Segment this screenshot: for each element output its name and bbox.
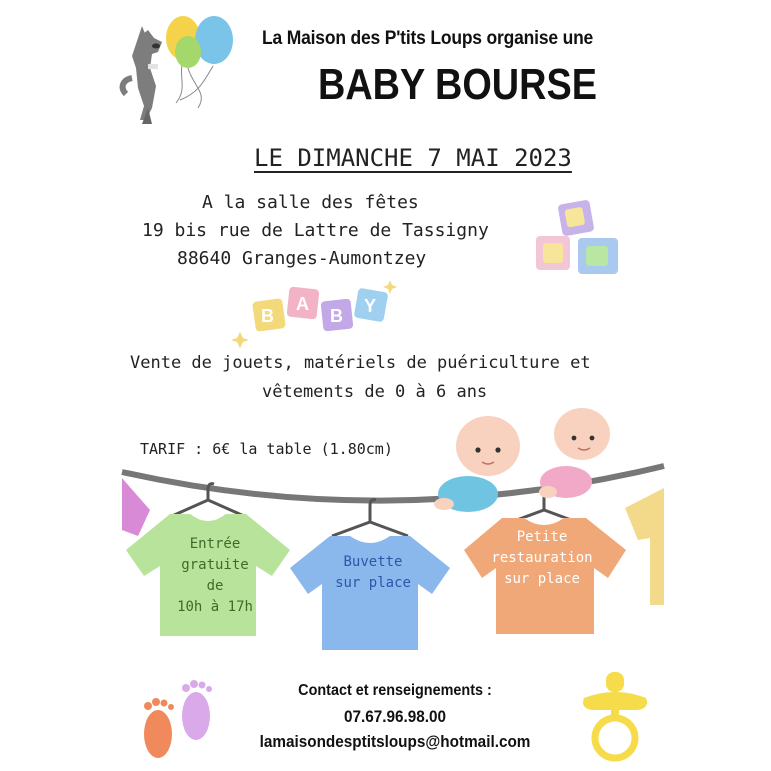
shirt-blue-text [318, 552, 428, 594]
venue-line-2: 19 bis rue de Lattre de Tassigny [142, 220, 489, 241]
banner-letter-b1: B [261, 306, 274, 326]
pacifier-icon [578, 668, 652, 764]
shirt-blue-line-2: sur place [335, 575, 411, 591]
shirt-green-line-3: de [206, 578, 224, 594]
contact-phone: 07.67.96.98.00 [343, 707, 447, 726]
tarif-text: TARIF : 6€ la table (1.80cm) [140, 440, 393, 458]
venue-line-3: 88640 Granges-Aumontzey [177, 248, 427, 269]
shirt-green-line-4: 10h à 17h [177, 599, 253, 615]
shirt-orange-line-3: sur place [504, 571, 580, 587]
shirt-orange-line-1: Petite [516, 529, 568, 545]
banner-letter-y: Y [364, 296, 377, 316]
banner-letter-b2: B [330, 306, 343, 326]
baby-footprints-icon [130, 676, 226, 768]
description-line-2: vêtements de 0 à 6 ans [262, 382, 488, 402]
shirt-green-text [160, 534, 270, 618]
shirt-blue-line-1: Buvette [343, 554, 403, 570]
description-line-1: Vente de jouets, matériels de puériculture et [130, 353, 591, 373]
organizer-line: La Maison des P'tits Loups organise une [262, 28, 594, 49]
shirt-orange-line-2: restauration [491, 550, 593, 566]
shirt-green-line-1: Entrée [189, 536, 241, 552]
shirt-orange-text [482, 527, 602, 590]
venue-line-1: A la salle des fêtes [202, 192, 419, 213]
wolf-balloons-illustration [118, 8, 248, 132]
shirt-green-line-2: gratuite [181, 557, 249, 573]
contact-heading: Contact et renseignements : [298, 682, 492, 699]
toy-blocks-illustration [530, 196, 630, 282]
contact-email: lamaisondesptitsloups@hotmail.com [259, 732, 531, 751]
clothesline-illustration [0, 400, 771, 660]
banner-letter-a: A [296, 294, 309, 314]
baby-banner-illustration [232, 278, 404, 348]
page-title: BABY BOURSE [318, 60, 597, 109]
event-date: LE DIMANCHE 7 MAI 2023 [254, 144, 572, 172]
